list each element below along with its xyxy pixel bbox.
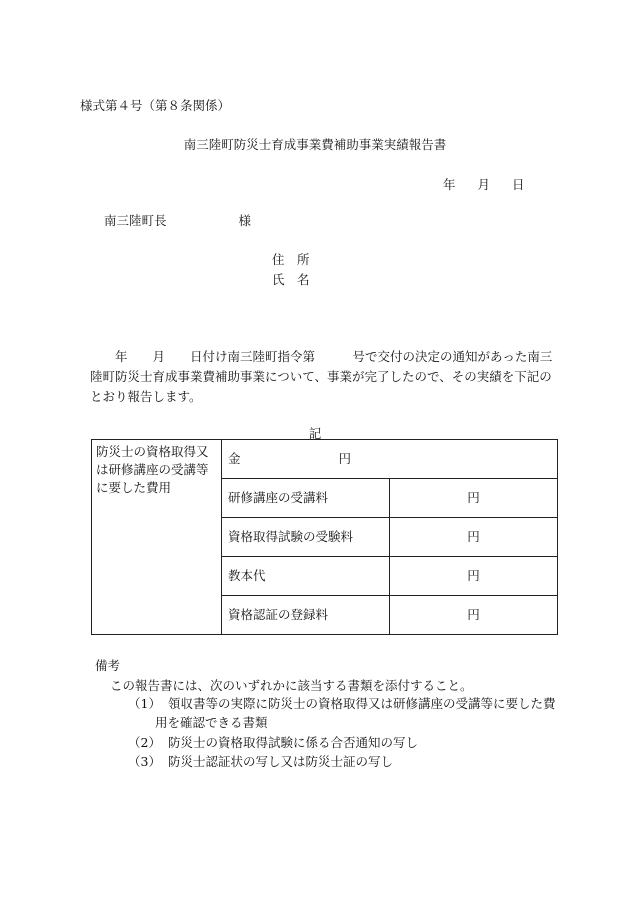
address-label: 住 所: [272, 252, 310, 267]
note-item: [128, 733, 558, 752]
expense-category: 防災士の資格取得又は研修講座の受講等に要した費用: [92, 440, 222, 635]
addressee-name: 南三陸町長: [104, 213, 167, 228]
note-text-continued: 用を確認できる書類: [155, 715, 268, 730]
name-label: 氏 名: [272, 272, 310, 287]
expense-value: 円: [390, 557, 558, 596]
total-amount-cell: [222, 440, 558, 479]
date-line: [443, 175, 525, 193]
total-unit: 円: [338, 451, 352, 466]
note-text: 防災士の資格取得試験に係る合否通知の写し: [168, 735, 419, 750]
expense-value: 円: [390, 479, 558, 518]
total-prefix: 金: [228, 451, 241, 466]
expense-item: 教本代: [222, 557, 390, 596]
ki-heading: 記: [308, 426, 322, 441]
addressee: [104, 211, 251, 229]
report-body-text: 年 月 日付け南三陸町指令第 号で交付の決定の通知があった南三陸町防災士育成事業費補助事業について、事業が完了したので、その実績を下記のとおり報告します。: [90, 349, 553, 404]
note-number: （2）: [128, 735, 161, 750]
date-year: 年: [443, 177, 456, 192]
addressee-honorific: 様: [238, 213, 252, 228]
note-item: [128, 694, 558, 732]
expense-item: 資格認証の登録料: [222, 596, 390, 635]
form-number: 様式第４号（第８条関係）: [80, 98, 231, 113]
note-item: [128, 752, 558, 771]
notes-intro: この報告書には、次のいずれかに該当する書類を添付すること。: [110, 678, 473, 693]
document-title: 南三陸町防災士育成事業費補助事業実績報告書: [183, 137, 447, 152]
note-number: （1）: [128, 696, 161, 711]
date-day: 日: [512, 177, 525, 192]
note-text: 領収書等の実際に防災士の資格取得又は研修講座の受講等に要した費: [168, 696, 556, 711]
notes-title: 備考: [95, 658, 121, 673]
expense-item: 研修講座の受講料: [222, 479, 390, 518]
expense-value: 円: [390, 518, 558, 557]
note-number: （3）: [128, 754, 161, 769]
expense-item: 資格取得試験の受験料: [222, 518, 390, 557]
note-text: 防災士認証状の写し又は防災士証の写し: [168, 754, 394, 769]
expense-table: [91, 439, 558, 635]
date-month: 月: [477, 177, 491, 192]
expense-value: 円: [390, 596, 558, 635]
